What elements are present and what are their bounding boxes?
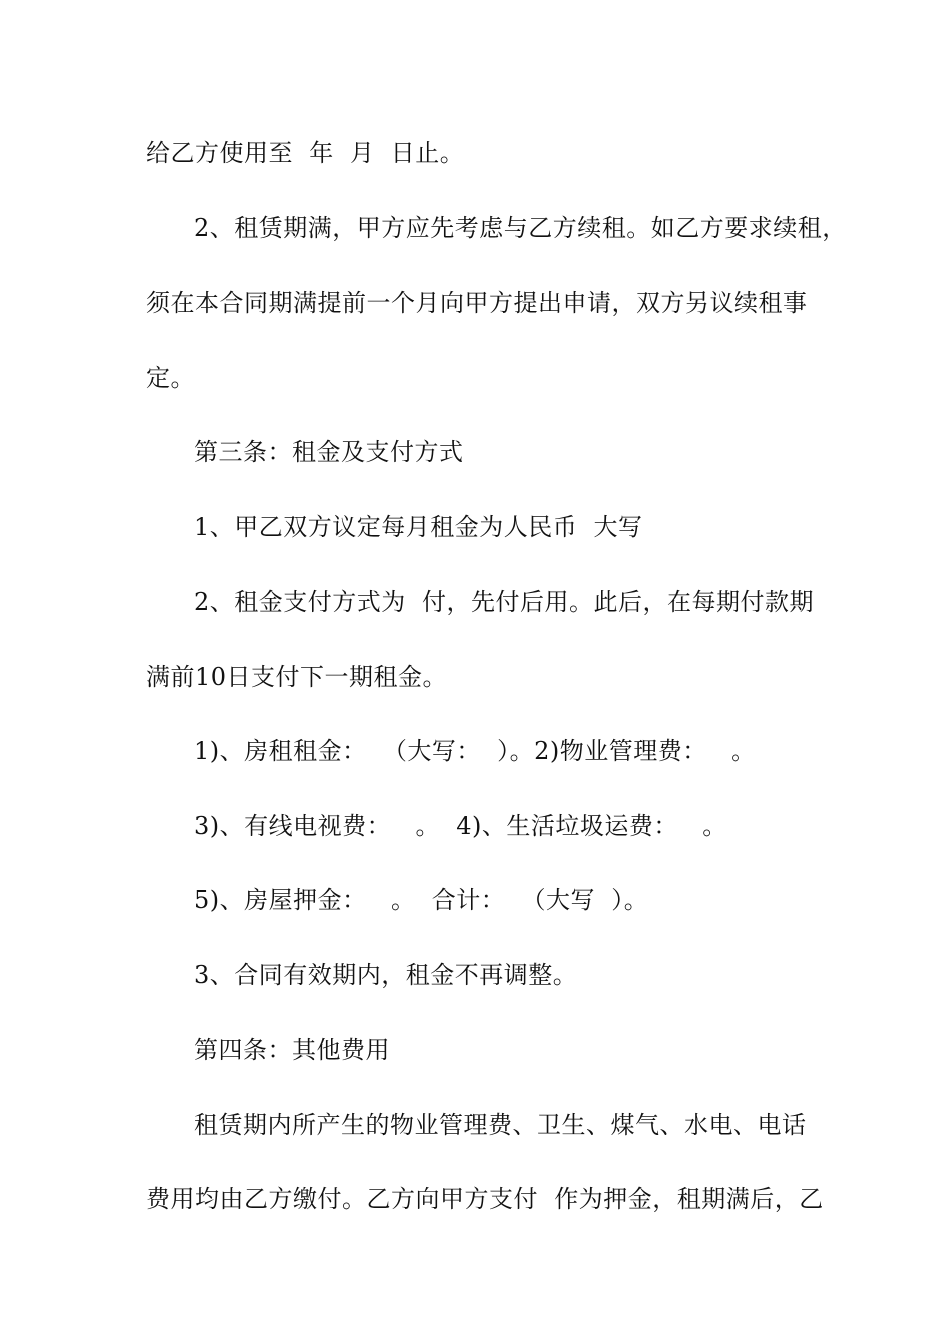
paragraph-line: 5)、房屋押金： 。 合计： （大写 ）。 — [194, 886, 649, 914]
paragraph-line: 给乙方使用至 年 月 日止。 — [146, 139, 465, 167]
paragraph-line: 满前10日支付下一期租金。 — [146, 663, 448, 691]
paragraph-line: 须在本合同期满提前一个月向甲方提出申请，双方另议续租事 — [146, 289, 808, 317]
paragraph-line: 2、租赁期满，甲方应先考虑与乙方续租。如乙方要求续租， — [194, 214, 847, 242]
paragraph-line: 1)、房租租金： （大写： ）。2)物业管理费： 。 — [194, 737, 756, 765]
paragraph-line: 3、合同有效期内，租金不再调整。 — [194, 961, 578, 989]
paragraph-line: 费用均由乙方缴付。乙方向甲方支付 作为押金，租期满后，乙 — [146, 1185, 824, 1213]
paragraph-line: 3)、有线电视费： 。 4)、生活垃圾运费： 。 — [194, 812, 727, 840]
paragraph-line: 租赁期内所产生的物业管理费、卫生、煤气、水电、电话 — [194, 1111, 807, 1139]
section-heading: 第三条：租金及支付方式 — [194, 438, 464, 466]
paragraph-line: 1、甲乙双方议定每月租金为人民币 大写 — [194, 513, 643, 541]
paragraph-line: 定。 — [146, 364, 195, 392]
section-heading: 第四条：其他费用 — [194, 1036, 390, 1064]
paragraph-line: 2、租金支付方式为 付，先付后用。此后，在每期付款期 — [194, 588, 815, 616]
